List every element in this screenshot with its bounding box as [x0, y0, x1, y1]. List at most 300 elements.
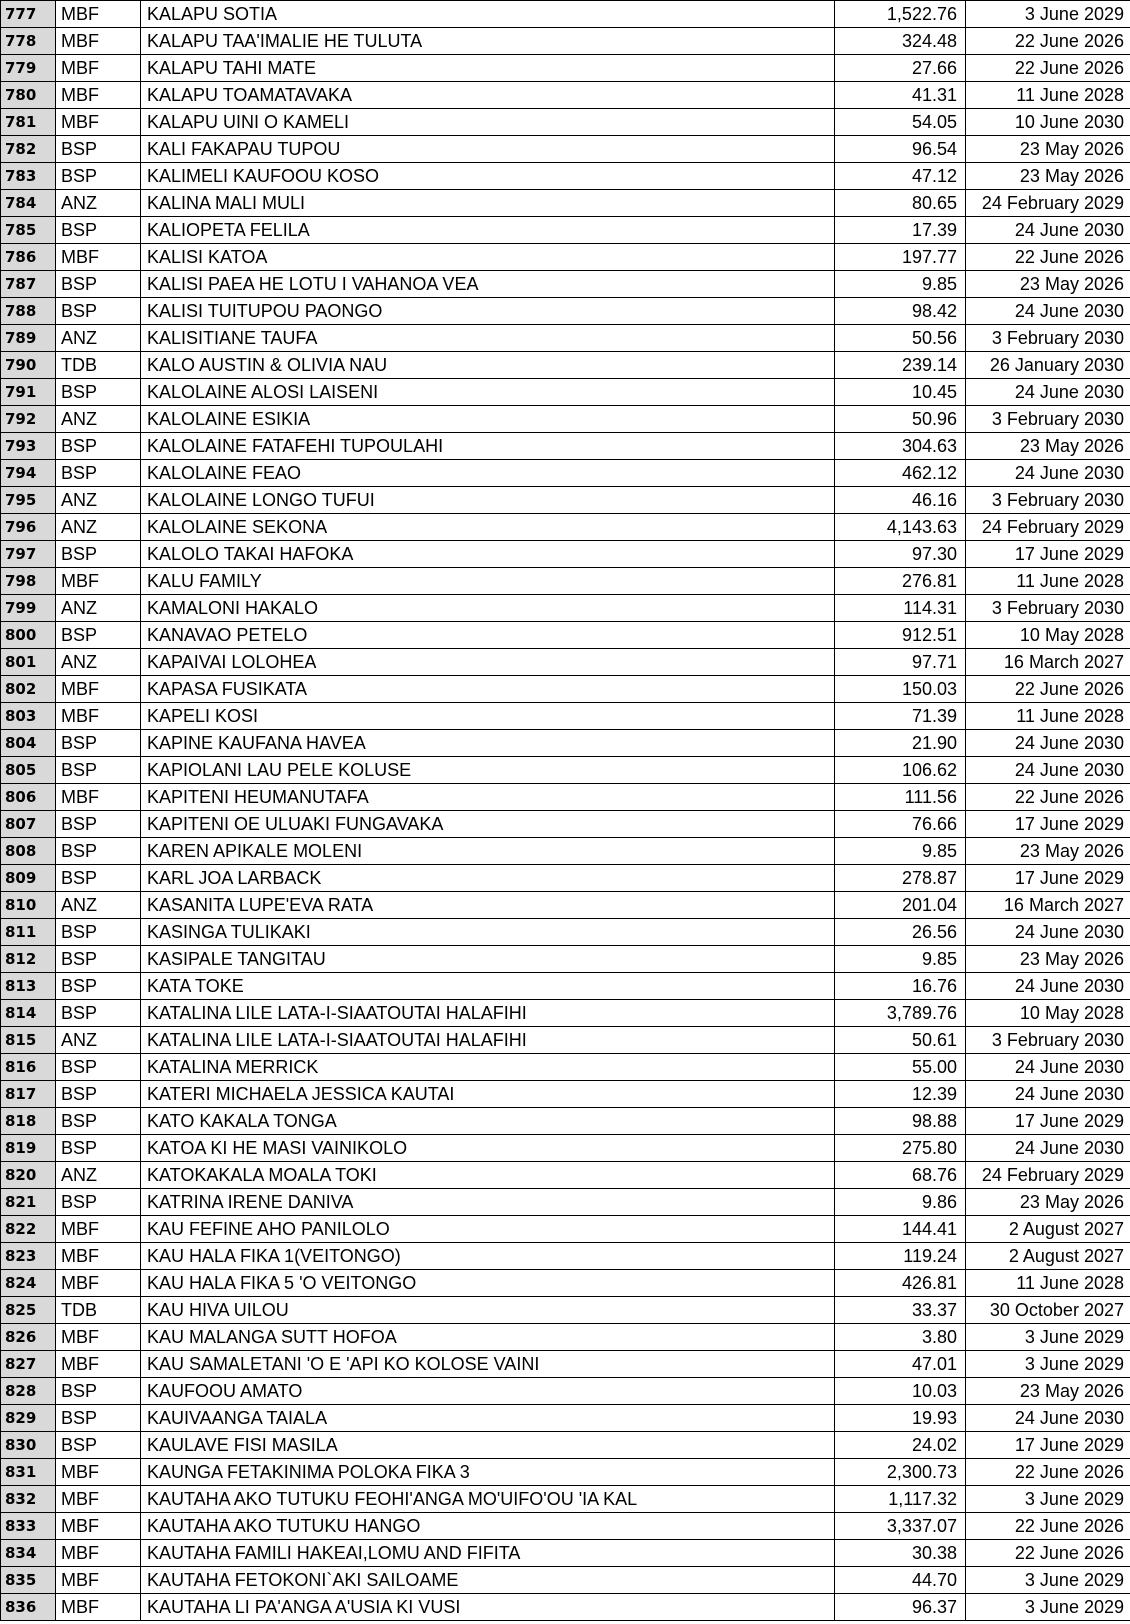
- date-cell[interactable]: 23 May 2026: [966, 136, 1130, 163]
- amount-cell[interactable]: 47.01: [835, 1351, 966, 1378]
- account-name-cell[interactable]: KAUFOOU AMATO: [141, 1378, 835, 1405]
- account-name-cell[interactable]: KALAPU SOTIA: [141, 1, 835, 28]
- date-cell[interactable]: 3 June 2029: [966, 1486, 1130, 1513]
- bank-cell[interactable]: TDB: [56, 352, 141, 379]
- bank-cell[interactable]: BSP: [56, 1405, 141, 1432]
- bank-cell[interactable]: BSP: [56, 1189, 141, 1216]
- amount-cell[interactable]: 4,143.63: [835, 514, 966, 541]
- amount-cell[interactable]: 98.88: [835, 1108, 966, 1135]
- bank-cell[interactable]: ANZ: [56, 1162, 141, 1189]
- row-number-cell[interactable]: 818: [1, 1108, 56, 1135]
- date-cell[interactable]: 10 May 2028: [966, 622, 1130, 649]
- date-cell[interactable]: 17 June 2029: [966, 865, 1130, 892]
- amount-cell[interactable]: 30.38: [835, 1540, 966, 1567]
- amount-cell[interactable]: 50.61: [835, 1027, 966, 1054]
- bank-cell[interactable]: MBF: [56, 1459, 141, 1486]
- account-name-cell[interactable]: KATALINA LILE LATA-I-SIAATOUTAI HALAFIHI: [141, 1027, 835, 1054]
- date-cell[interactable]: 22 June 2026: [966, 676, 1130, 703]
- row-number-cell[interactable]: 795: [1, 487, 56, 514]
- row-number-cell[interactable]: 783: [1, 163, 56, 190]
- date-cell[interactable]: 23 May 2026: [966, 433, 1130, 460]
- account-name-cell[interactable]: KAPASA FUSIKATA: [141, 676, 835, 703]
- bank-cell[interactable]: BSP: [56, 1378, 141, 1405]
- date-cell[interactable]: 10 May 2028: [966, 1000, 1130, 1027]
- account-name-cell[interactable]: KAU HIVA UILOU: [141, 1297, 835, 1324]
- account-name-cell[interactable]: KAU FEFINE AHO PANILOLO: [141, 1216, 835, 1243]
- amount-cell[interactable]: 50.56: [835, 325, 966, 352]
- account-name-cell[interactable]: KAPITENI HEUMANUTAFA: [141, 784, 835, 811]
- row-number-cell[interactable]: 824: [1, 1270, 56, 1297]
- amount-cell[interactable]: 80.65: [835, 190, 966, 217]
- row-number-cell[interactable]: 794: [1, 460, 56, 487]
- amount-cell[interactable]: 239.14: [835, 352, 966, 379]
- date-cell[interactable]: 3 June 2029: [966, 1324, 1130, 1351]
- account-name-cell[interactable]: KALOLAINE SEKONA: [141, 514, 835, 541]
- bank-cell[interactable]: MBF: [56, 109, 141, 136]
- date-cell[interactable]: 2 August 2027: [966, 1243, 1130, 1270]
- amount-cell[interactable]: 47.12: [835, 163, 966, 190]
- bank-cell[interactable]: MBF: [56, 1216, 141, 1243]
- date-cell[interactable]: 22 June 2026: [966, 55, 1130, 82]
- date-cell[interactable]: 17 June 2029: [966, 541, 1130, 568]
- bank-cell[interactable]: MBF: [56, 55, 141, 82]
- bank-cell[interactable]: BSP: [56, 757, 141, 784]
- amount-cell[interactable]: 98.42: [835, 298, 966, 325]
- bank-cell[interactable]: BSP: [56, 622, 141, 649]
- bank-cell[interactable]: MBF: [56, 1270, 141, 1297]
- amount-cell[interactable]: 1,117.32: [835, 1486, 966, 1513]
- amount-cell[interactable]: 3,789.76: [835, 1000, 966, 1027]
- bank-cell[interactable]: BSP: [56, 298, 141, 325]
- bank-cell[interactable]: MBF: [56, 82, 141, 109]
- bank-cell[interactable]: MBF: [56, 244, 141, 271]
- account-name-cell[interactable]: KAUTAHA LI PA'ANGA A'USIA KI VUSI: [141, 1594, 835, 1621]
- bank-cell[interactable]: ANZ: [56, 325, 141, 352]
- date-cell[interactable]: 22 June 2026: [966, 1540, 1130, 1567]
- row-number-cell[interactable]: 777: [1, 1, 56, 28]
- row-number-cell[interactable]: 825: [1, 1297, 56, 1324]
- date-cell[interactable]: 3 June 2029: [966, 1594, 1130, 1621]
- amount-cell[interactable]: 33.37: [835, 1297, 966, 1324]
- bank-cell[interactable]: BSP: [56, 136, 141, 163]
- bank-cell[interactable]: MBF: [56, 28, 141, 55]
- amount-cell[interactable]: 114.31: [835, 595, 966, 622]
- bank-cell[interactable]: ANZ: [56, 1027, 141, 1054]
- account-name-cell[interactable]: KATRINA IRENE DANIVA: [141, 1189, 835, 1216]
- bank-cell[interactable]: MBF: [56, 784, 141, 811]
- amount-cell[interactable]: 201.04: [835, 892, 966, 919]
- account-name-cell[interactable]: KARL JOA LARBACK: [141, 865, 835, 892]
- amount-cell[interactable]: 50.96: [835, 406, 966, 433]
- date-cell[interactable]: 11 June 2028: [966, 703, 1130, 730]
- account-name-cell[interactable]: KATALINA MERRICK: [141, 1054, 835, 1081]
- row-number-cell[interactable]: 814: [1, 1000, 56, 1027]
- row-number-cell[interactable]: 813: [1, 973, 56, 1000]
- bank-cell[interactable]: BSP: [56, 217, 141, 244]
- date-cell[interactable]: 24 February 2029: [966, 190, 1130, 217]
- date-cell[interactable]: 23 May 2026: [966, 838, 1130, 865]
- row-number-cell[interactable]: 807: [1, 811, 56, 838]
- date-cell[interactable]: 23 May 2026: [966, 946, 1130, 973]
- account-name-cell[interactable]: KALIOPETA FELILA: [141, 217, 835, 244]
- date-cell[interactable]: 24 June 2030: [966, 217, 1130, 244]
- row-number-cell[interactable]: 809: [1, 865, 56, 892]
- bank-cell[interactable]: TDB: [56, 1297, 141, 1324]
- account-name-cell[interactable]: KATA TOKE: [141, 973, 835, 1000]
- date-cell[interactable]: 16 March 2027: [966, 892, 1130, 919]
- amount-cell[interactable]: 10.45: [835, 379, 966, 406]
- date-cell[interactable]: 24 June 2030: [966, 1135, 1130, 1162]
- row-number-cell[interactable]: 796: [1, 514, 56, 541]
- amount-cell[interactable]: 71.39: [835, 703, 966, 730]
- row-number-cell[interactable]: 827: [1, 1351, 56, 1378]
- row-number-cell[interactable]: 811: [1, 919, 56, 946]
- account-name-cell[interactable]: KAUTAHA AKO TUTUKU FEOHI'ANGA MO'UIFO'OU 'IA KAL: [141, 1486, 835, 1513]
- account-name-cell[interactable]: KAPELI KOSI: [141, 703, 835, 730]
- account-name-cell[interactable]: KASINGA TULIKAKI: [141, 919, 835, 946]
- date-cell[interactable]: 3 February 2030: [966, 487, 1130, 514]
- account-name-cell[interactable]: KAPIOLANI LAU PELE KOLUSE: [141, 757, 835, 784]
- date-cell[interactable]: 22 June 2026: [966, 784, 1130, 811]
- amount-cell[interactable]: 54.05: [835, 109, 966, 136]
- amount-cell[interactable]: 275.80: [835, 1135, 966, 1162]
- account-name-cell[interactable]: KALISI KATOA: [141, 244, 835, 271]
- account-name-cell[interactable]: KASIPALE TANGITAU: [141, 946, 835, 973]
- account-name-cell[interactable]: KALOLAINE FATAFEHI TUPOULAHI: [141, 433, 835, 460]
- account-name-cell[interactable]: KALOLAINE ESIKIA: [141, 406, 835, 433]
- amount-cell[interactable]: 26.56: [835, 919, 966, 946]
- row-number-cell[interactable]: 817: [1, 1081, 56, 1108]
- date-cell[interactable]: 3 February 2030: [966, 1027, 1130, 1054]
- date-cell[interactable]: 24 June 2030: [966, 1081, 1130, 1108]
- account-name-cell[interactable]: KAPAIVAI LOLOHEA: [141, 649, 835, 676]
- account-name-cell[interactable]: KALAPU TAA'IMALIE HE TULUTA: [141, 28, 835, 55]
- account-name-cell[interactable]: KATOA KI HE MASI VAINIKOLO: [141, 1135, 835, 1162]
- row-number-cell[interactable]: 782: [1, 136, 56, 163]
- date-cell[interactable]: 3 June 2029: [966, 1351, 1130, 1378]
- date-cell[interactable]: 24 February 2029: [966, 514, 1130, 541]
- row-number-cell[interactable]: 829: [1, 1405, 56, 1432]
- amount-cell[interactable]: 276.81: [835, 568, 966, 595]
- row-number-cell[interactable]: 804: [1, 730, 56, 757]
- date-cell[interactable]: 24 June 2030: [966, 1405, 1130, 1432]
- row-number-cell[interactable]: 815: [1, 1027, 56, 1054]
- date-cell[interactable]: 24 June 2030: [966, 919, 1130, 946]
- amount-cell[interactable]: 2,300.73: [835, 1459, 966, 1486]
- row-number-cell[interactable]: 790: [1, 352, 56, 379]
- row-number-cell[interactable]: 800: [1, 622, 56, 649]
- account-name-cell[interactable]: KALISI TUITUPOU PAONGO: [141, 298, 835, 325]
- date-cell[interactable]: 22 June 2026: [966, 1513, 1130, 1540]
- row-number-cell[interactable]: 835: [1, 1567, 56, 1594]
- bank-cell[interactable]: MBF: [56, 1540, 141, 1567]
- bank-cell[interactable]: MBF: [56, 1, 141, 28]
- row-number-cell[interactable]: 791: [1, 379, 56, 406]
- date-cell[interactable]: 24 February 2029: [966, 1162, 1130, 1189]
- account-name-cell[interactable]: KALISITIANE TAUFA: [141, 325, 835, 352]
- bank-cell[interactable]: MBF: [56, 703, 141, 730]
- date-cell[interactable]: 11 June 2028: [966, 1270, 1130, 1297]
- amount-cell[interactable]: 27.66: [835, 55, 966, 82]
- bank-cell[interactable]: BSP: [56, 1135, 141, 1162]
- row-number-cell[interactable]: 820: [1, 1162, 56, 1189]
- bank-cell[interactable]: MBF: [56, 1324, 141, 1351]
- date-cell[interactable]: 10 June 2030: [966, 109, 1130, 136]
- account-name-cell[interactable]: KAUIVAANGA TAIALA: [141, 1405, 835, 1432]
- row-number-cell[interactable]: 780: [1, 82, 56, 109]
- amount-cell[interactable]: 111.56: [835, 784, 966, 811]
- date-cell[interactable]: 16 March 2027: [966, 649, 1130, 676]
- row-number-cell[interactable]: 834: [1, 1540, 56, 1567]
- account-name-cell[interactable]: KAU HALA FIKA 1(VEITONGO): [141, 1243, 835, 1270]
- date-cell[interactable]: 24 June 2030: [966, 973, 1130, 1000]
- row-number-cell[interactable]: 805: [1, 757, 56, 784]
- amount-cell[interactable]: 76.66: [835, 811, 966, 838]
- bank-cell[interactable]: BSP: [56, 730, 141, 757]
- amount-cell[interactable]: 68.76: [835, 1162, 966, 1189]
- row-number-cell[interactable]: 779: [1, 55, 56, 82]
- account-name-cell[interactable]: KAU MALANGA SUTT HOFOA: [141, 1324, 835, 1351]
- row-number-cell[interactable]: 810: [1, 892, 56, 919]
- row-number-cell[interactable]: 832: [1, 1486, 56, 1513]
- date-cell[interactable]: 11 June 2028: [966, 82, 1130, 109]
- account-name-cell[interactable]: KALINA MALI MULI: [141, 190, 835, 217]
- bank-cell[interactable]: BSP: [56, 811, 141, 838]
- account-name-cell[interactable]: KAPINE KAUFANA HAVEA: [141, 730, 835, 757]
- row-number-cell[interactable]: 803: [1, 703, 56, 730]
- account-name-cell[interactable]: KAUTAHA FAMILI HAKEAI,LOMU AND FIFITA: [141, 1540, 835, 1567]
- bank-cell[interactable]: BSP: [56, 1108, 141, 1135]
- account-name-cell[interactable]: KALOLAINE FEAO: [141, 460, 835, 487]
- account-name-cell[interactable]: KALOLAINE LONGO TUFUI: [141, 487, 835, 514]
- date-cell[interactable]: 23 May 2026: [966, 1189, 1130, 1216]
- row-number-cell[interactable]: 784: [1, 190, 56, 217]
- amount-cell[interactable]: 119.24: [835, 1243, 966, 1270]
- row-number-cell[interactable]: 787: [1, 271, 56, 298]
- account-name-cell[interactable]: KALOLAINE ALOSI LAISENI: [141, 379, 835, 406]
- account-name-cell[interactable]: KALIMELI KAUFOOU KOSO: [141, 163, 835, 190]
- date-cell[interactable]: 3 June 2029: [966, 1, 1130, 28]
- date-cell[interactable]: 23 May 2026: [966, 163, 1130, 190]
- account-name-cell[interactable]: KATERI MICHAELA JESSICA KAUTAI: [141, 1081, 835, 1108]
- amount-cell[interactable]: 12.39: [835, 1081, 966, 1108]
- date-cell[interactable]: 3 February 2030: [966, 595, 1130, 622]
- bank-cell[interactable]: BSP: [56, 919, 141, 946]
- row-number-cell[interactable]: 808: [1, 838, 56, 865]
- date-cell[interactable]: 11 June 2028: [966, 568, 1130, 595]
- amount-cell[interactable]: 97.30: [835, 541, 966, 568]
- amount-cell[interactable]: 19.93: [835, 1405, 966, 1432]
- amount-cell[interactable]: 1,522.76: [835, 1, 966, 28]
- bank-cell[interactable]: ANZ: [56, 595, 141, 622]
- amount-cell[interactable]: 10.03: [835, 1378, 966, 1405]
- date-cell[interactable]: 24 June 2030: [966, 298, 1130, 325]
- row-number-cell[interactable]: 836: [1, 1594, 56, 1621]
- amount-cell[interactable]: 96.54: [835, 136, 966, 163]
- bank-cell[interactable]: ANZ: [56, 487, 141, 514]
- bank-cell[interactable]: MBF: [56, 568, 141, 595]
- amount-cell[interactable]: 41.31: [835, 82, 966, 109]
- amount-cell[interactable]: 462.12: [835, 460, 966, 487]
- account-name-cell[interactable]: KAUNGA FETAKINIMA POLOKA FIKA 3: [141, 1459, 835, 1486]
- date-cell[interactable]: 3 February 2030: [966, 406, 1130, 433]
- date-cell[interactable]: 22 June 2026: [966, 244, 1130, 271]
- row-number-cell[interactable]: 792: [1, 406, 56, 433]
- account-name-cell[interactable]: KALU FAMILY: [141, 568, 835, 595]
- amount-cell[interactable]: 9.85: [835, 838, 966, 865]
- bank-cell[interactable]: ANZ: [56, 190, 141, 217]
- date-cell[interactable]: 17 June 2029: [966, 811, 1130, 838]
- row-number-cell[interactable]: 816: [1, 1054, 56, 1081]
- row-number-cell[interactable]: 833: [1, 1513, 56, 1540]
- account-name-cell[interactable]: KANAVAO PETELO: [141, 622, 835, 649]
- date-cell[interactable]: 22 June 2026: [966, 28, 1130, 55]
- bank-cell[interactable]: ANZ: [56, 649, 141, 676]
- bank-cell[interactable]: BSP: [56, 1054, 141, 1081]
- amount-cell[interactable]: 3.80: [835, 1324, 966, 1351]
- row-number-cell[interactable]: 822: [1, 1216, 56, 1243]
- account-name-cell[interactable]: KALO AUSTIN & OLIVIA NAU: [141, 352, 835, 379]
- account-name-cell[interactable]: KATALINA LILE LATA-I-SIAATOUTAI HALAFIHI: [141, 1000, 835, 1027]
- amount-cell[interactable]: 97.71: [835, 649, 966, 676]
- amount-cell[interactable]: 9.86: [835, 1189, 966, 1216]
- bank-cell[interactable]: BSP: [56, 379, 141, 406]
- amount-cell[interactable]: 426.81: [835, 1270, 966, 1297]
- date-cell[interactable]: 26 January 2030: [966, 352, 1130, 379]
- amount-cell[interactable]: 46.16: [835, 487, 966, 514]
- account-name-cell[interactable]: KALAPU TOAMATAVAKA: [141, 82, 835, 109]
- bank-cell[interactable]: ANZ: [56, 406, 141, 433]
- account-name-cell[interactable]: KAUTAHA FETOKONI`AKI SAILOAME: [141, 1567, 835, 1594]
- row-number-cell[interactable]: 797: [1, 541, 56, 568]
- row-number-cell[interactable]: 793: [1, 433, 56, 460]
- row-number-cell[interactable]: 806: [1, 784, 56, 811]
- amount-cell[interactable]: 21.90: [835, 730, 966, 757]
- account-name-cell[interactable]: KATO KAKALA TONGA: [141, 1108, 835, 1135]
- date-cell[interactable]: 24 June 2030: [966, 1054, 1130, 1081]
- account-name-cell[interactable]: KAU SAMALETANI 'O E 'API KO KOLOSE VAINI: [141, 1351, 835, 1378]
- date-cell[interactable]: 17 June 2029: [966, 1432, 1130, 1459]
- amount-cell[interactable]: 150.03: [835, 676, 966, 703]
- amount-cell[interactable]: 106.62: [835, 757, 966, 784]
- amount-cell[interactable]: 96.37: [835, 1594, 966, 1621]
- amount-cell[interactable]: 912.51: [835, 622, 966, 649]
- bank-cell[interactable]: BSP: [56, 433, 141, 460]
- amount-cell[interactable]: 278.87: [835, 865, 966, 892]
- bank-cell[interactable]: MBF: [56, 1486, 141, 1513]
- date-cell[interactable]: 23 May 2026: [966, 271, 1130, 298]
- bank-cell[interactable]: BSP: [56, 163, 141, 190]
- bank-cell[interactable]: MBF: [56, 1243, 141, 1270]
- bank-cell[interactable]: MBF: [56, 1513, 141, 1540]
- amount-cell[interactable]: 197.77: [835, 244, 966, 271]
- row-number-cell[interactable]: 828: [1, 1378, 56, 1405]
- bank-cell[interactable]: BSP: [56, 1081, 141, 1108]
- bank-cell[interactable]: ANZ: [56, 892, 141, 919]
- row-number-cell[interactable]: 785: [1, 217, 56, 244]
- bank-cell[interactable]: BSP: [56, 946, 141, 973]
- account-name-cell[interactable]: KALOLO TAKAI HAFOKA: [141, 541, 835, 568]
- account-name-cell[interactable]: KAPITENI OE ULUAKI FUNGAVAKA: [141, 811, 835, 838]
- amount-cell[interactable]: 16.76: [835, 973, 966, 1000]
- account-name-cell[interactable]: KAREN APIKALE MOLENI: [141, 838, 835, 865]
- date-cell[interactable]: 17 June 2029: [966, 1108, 1130, 1135]
- bank-cell[interactable]: BSP: [56, 1432, 141, 1459]
- account-name-cell[interactable]: KALAPU UINI O KAMELI: [141, 109, 835, 136]
- row-number-cell[interactable]: 831: [1, 1459, 56, 1486]
- amount-cell[interactable]: 3,337.07: [835, 1513, 966, 1540]
- row-number-cell[interactable]: 802: [1, 676, 56, 703]
- amount-cell[interactable]: 44.70: [835, 1567, 966, 1594]
- date-cell[interactable]: 3 February 2030: [966, 325, 1130, 352]
- date-cell[interactable]: 24 June 2030: [966, 460, 1130, 487]
- account-name-cell[interactable]: KALAPU TAHI MATE: [141, 55, 835, 82]
- bank-cell[interactable]: BSP: [56, 973, 141, 1000]
- row-number-cell[interactable]: 799: [1, 595, 56, 622]
- account-name-cell[interactable]: KASANITA LUPE'EVA RATA: [141, 892, 835, 919]
- bank-cell[interactable]: MBF: [56, 1567, 141, 1594]
- row-number-cell[interactable]: 798: [1, 568, 56, 595]
- row-number-cell[interactable]: 786: [1, 244, 56, 271]
- amount-cell[interactable]: 304.63: [835, 433, 966, 460]
- bank-cell[interactable]: BSP: [56, 541, 141, 568]
- bank-cell[interactable]: BSP: [56, 1000, 141, 1027]
- date-cell[interactable]: 2 August 2027: [966, 1216, 1130, 1243]
- account-name-cell[interactable]: KAU HALA FIKA 5 'O VEITONGO: [141, 1270, 835, 1297]
- row-number-cell[interactable]: 788: [1, 298, 56, 325]
- bank-cell[interactable]: BSP: [56, 271, 141, 298]
- account-name-cell[interactable]: KALISI PAEA HE LOTU I VAHANOA VEA: [141, 271, 835, 298]
- amount-cell[interactable]: 144.41: [835, 1216, 966, 1243]
- account-name-cell[interactable]: KATOKAKALA MOALA TOKI: [141, 1162, 835, 1189]
- account-name-cell[interactable]: KALI FAKAPAU TUPOU: [141, 136, 835, 163]
- account-name-cell[interactable]: KAULAVE FISI MASILA: [141, 1432, 835, 1459]
- row-number-cell[interactable]: 819: [1, 1135, 56, 1162]
- amount-cell[interactable]: 55.00: [835, 1054, 966, 1081]
- amount-cell[interactable]: 24.02: [835, 1432, 966, 1459]
- amount-cell[interactable]: 9.85: [835, 946, 966, 973]
- row-number-cell[interactable]: 778: [1, 28, 56, 55]
- bank-cell[interactable]: ANZ: [56, 514, 141, 541]
- amount-cell[interactable]: 17.39: [835, 217, 966, 244]
- account-name-cell[interactable]: KAUTAHA AKO TUTUKU HANGO: [141, 1513, 835, 1540]
- row-number-cell[interactable]: 781: [1, 109, 56, 136]
- date-cell[interactable]: 24 June 2030: [966, 730, 1130, 757]
- row-number-cell[interactable]: 821: [1, 1189, 56, 1216]
- bank-cell[interactable]: BSP: [56, 865, 141, 892]
- row-number-cell[interactable]: 812: [1, 946, 56, 973]
- bank-cell[interactable]: MBF: [56, 1594, 141, 1621]
- date-cell[interactable]: 30 October 2027: [966, 1297, 1130, 1324]
- amount-cell[interactable]: 9.85: [835, 271, 966, 298]
- date-cell[interactable]: 23 May 2026: [966, 1378, 1130, 1405]
- row-number-cell[interactable]: 789: [1, 325, 56, 352]
- date-cell[interactable]: 24 June 2030: [966, 757, 1130, 784]
- bank-cell[interactable]: BSP: [56, 838, 141, 865]
- account-name-cell[interactable]: KAMALONI HAKALO: [141, 595, 835, 622]
- bank-cell[interactable]: MBF: [56, 1351, 141, 1378]
- row-number-cell[interactable]: 830: [1, 1432, 56, 1459]
- row-number-cell[interactable]: 801: [1, 649, 56, 676]
- date-cell[interactable]: 24 June 2030: [966, 379, 1130, 406]
- amount-cell[interactable]: 324.48: [835, 28, 966, 55]
- row-number-cell[interactable]: 826: [1, 1324, 56, 1351]
- row-number-cell[interactable]: 823: [1, 1243, 56, 1270]
- bank-cell[interactable]: BSP: [56, 460, 141, 487]
- bank-cell[interactable]: MBF: [56, 676, 141, 703]
- date-cell[interactable]: 3 June 2029: [966, 1567, 1130, 1594]
- date-cell[interactable]: 22 June 2026: [966, 1459, 1130, 1486]
